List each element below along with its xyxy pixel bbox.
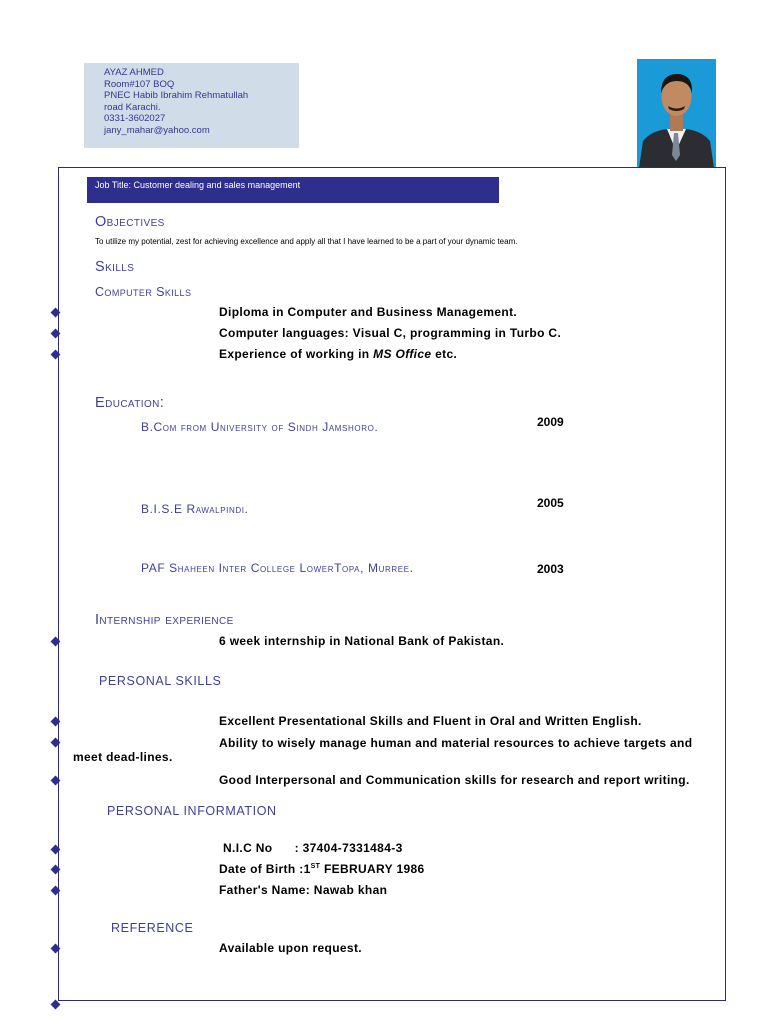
skill-item-text: Experience of working in bbox=[219, 347, 374, 361]
objectives-text: To utilize my potential, zest for achieving excellence and apply all that I have learned to be a part of your dynamic team. bbox=[95, 237, 518, 246]
nic-number: N.I.C No : 37404-7331484-3 bbox=[223, 841, 403, 855]
profile-photo bbox=[637, 59, 716, 168]
education-entry-label: B.I.S.E Rawalpindi. bbox=[141, 502, 249, 516]
dob-suffix: FEBRUARY 1986 bbox=[320, 862, 425, 876]
personal-skill-item: Good Interpersonal and Communication skills for research and report writing. bbox=[219, 773, 690, 787]
education-entry-label: PAF Shaheen Inter College LowerTopa, Murree. bbox=[141, 561, 414, 575]
etc-text: etc. bbox=[431, 347, 458, 361]
reference-heading: REFERENCE bbox=[111, 921, 194, 935]
personal-info-heading: PERSONAL INFORMATION bbox=[107, 804, 277, 818]
date-of-birth bbox=[219, 862, 425, 876]
contact-lines bbox=[104, 67, 248, 136]
contact-email: jany_mahar@yahoo.com bbox=[104, 124, 210, 136]
personal-skills-heading: PERSONAL SKILLS bbox=[99, 674, 222, 688]
objectives-heading: Objectives bbox=[95, 214, 165, 230]
contact-phone: 0331-3602027 bbox=[104, 113, 166, 124]
skill-item-ms-office bbox=[219, 347, 457, 361]
job-title-bar: Job Title: Customer dealing and sales management bbox=[87, 177, 499, 203]
contact-address-line1: Room#107 BOQ bbox=[104, 78, 175, 90]
internship-text: 6 week internship in National Bank of Pakistan. bbox=[219, 634, 505, 648]
skills-heading: Skills bbox=[95, 259, 135, 275]
dob-ordinal: ST bbox=[310, 863, 321, 870]
education-entry-year: 2009 bbox=[537, 415, 564, 429]
contact-name: AYAZ AHMED bbox=[104, 67, 164, 78]
personal-skill-item: Excellent Presentational Skills and Fluent in Oral and Written English. bbox=[219, 714, 642, 728]
ms-office-text: MS Office bbox=[373, 347, 432, 361]
contact-address-line2: PNEC Habib Ibrahim Rehmatullah bbox=[104, 90, 249, 101]
bullet-diamond-icon bbox=[51, 1000, 61, 1010]
skill-item: Diploma in Computer and Business Management. bbox=[219, 305, 518, 319]
personal-skill-item-continued: meet dead-lines. bbox=[73, 750, 173, 764]
reference-text: Available upon request. bbox=[219, 941, 362, 955]
contact-address-line3: road Karachi. bbox=[104, 101, 161, 113]
education-heading: Education: bbox=[95, 395, 165, 411]
internship-heading: Internship experience bbox=[95, 612, 234, 628]
computer-skills-heading: Computer Skills bbox=[95, 285, 192, 299]
father-name: Father's Name: Nawab khan bbox=[219, 883, 388, 897]
skill-item: Computer languages: Visual C, programming in Turbo C. bbox=[219, 326, 562, 340]
dob-prefix: Date of Birth :1 bbox=[219, 862, 311, 876]
education-entry-year: 2005 bbox=[537, 496, 564, 510]
education-entry-year: 2003 bbox=[537, 562, 564, 576]
education-entry-label: B.Com from University of Sindh Jamshoro. bbox=[141, 420, 379, 434]
personal-skill-item: Ability to wisely manage human and material resources to achieve targets and bbox=[219, 736, 693, 750]
